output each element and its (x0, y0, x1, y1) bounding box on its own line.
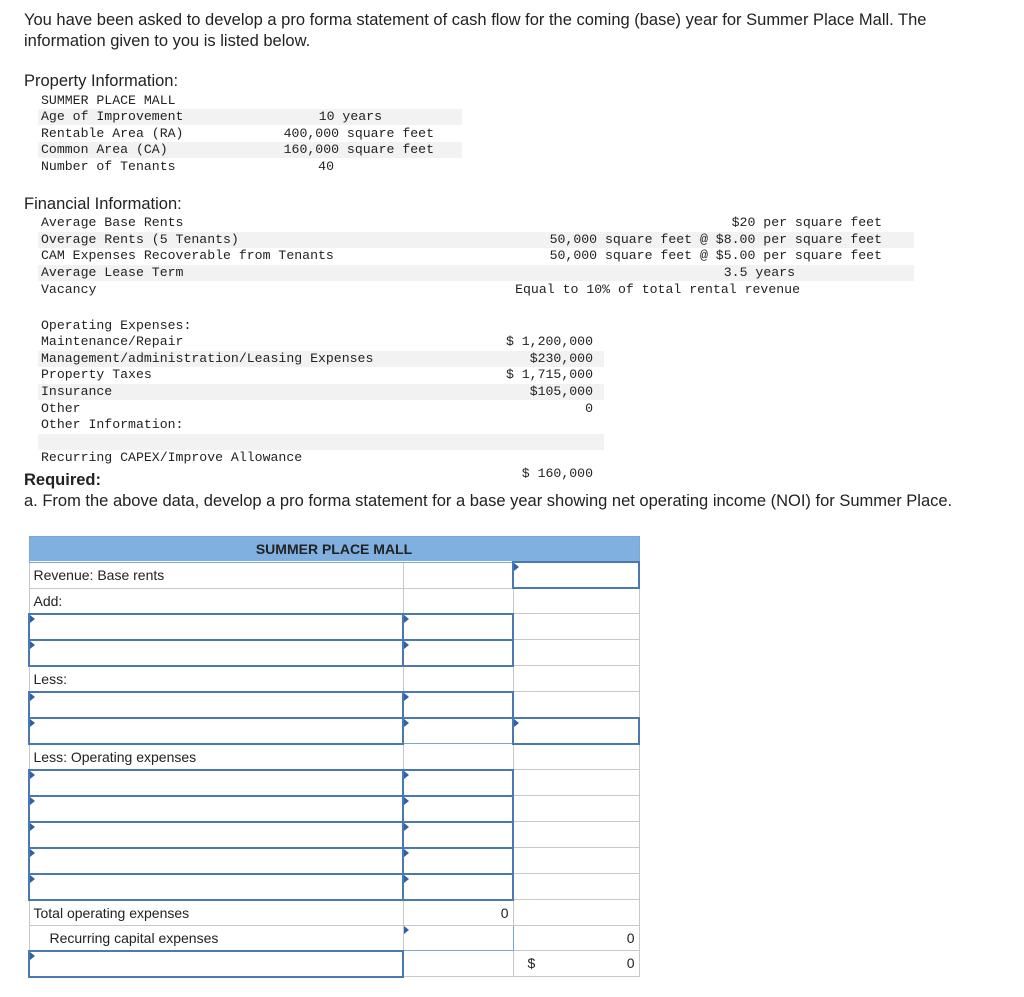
financial-label: Vacancy (41, 281, 97, 297)
empty-cell (513, 822, 639, 848)
capex-row (38, 434, 604, 481)
empty-cell (513, 874, 639, 900)
property-heading: Property Information: (24, 72, 179, 90)
operating-row (38, 367, 604, 383)
operating-label: Property Taxes (41, 367, 152, 383)
required-section (24, 470, 952, 512)
financial-value: $20 per square feet (731, 215, 882, 230)
add-item-1-value-input[interactable] (403, 614, 513, 640)
add-item-2-value-input[interactable] (403, 640, 513, 666)
table-row (29, 614, 639, 640)
empty-cell (403, 666, 513, 692)
opex-1-label-input[interactable] (29, 770, 403, 796)
less-item-1-label-input[interactable] (29, 692, 403, 718)
empty-cell (513, 692, 639, 718)
operating-row (38, 401, 604, 417)
property-row (38, 159, 462, 175)
property-row (38, 126, 462, 142)
table-row (29, 822, 639, 848)
operating-value: $ 1,200,000 (505, 334, 593, 349)
table-row (29, 744, 639, 770)
less-label: Less: (29, 666, 403, 692)
table-row (29, 951, 639, 977)
financial-label: Overage Rents (5 Tenants) (41, 231, 239, 247)
noi-value-cell (513, 951, 639, 977)
less-item-2-label-input[interactable] (29, 718, 403, 744)
operating-value: $ 1,715,000 (505, 367, 593, 383)
opex-label: Less: Operating expenses (29, 744, 403, 770)
add-item-1-label-input[interactable] (29, 614, 403, 640)
financial-label: Average Lease Term (41, 265, 184, 281)
operating-row (38, 351, 604, 367)
table-row (29, 640, 639, 666)
other-info-heading: Other Information: (41, 417, 184, 432)
property-value: 10 years (318, 109, 382, 124)
opex-5-label-input[interactable] (29, 874, 403, 900)
revenue-input[interactable] (513, 562, 639, 588)
intro-text: You have been asked to develop a pro forma statement of cash flow for the coming (base) year for Summer Place Mall. The information given to you is listed below. (24, 11, 927, 50)
effective-gross-income-input[interactable] (513, 718, 639, 744)
required-label: Required: (24, 471, 102, 489)
noi-value: 0 (626, 955, 635, 971)
financial-row (38, 215, 914, 231)
noi-label-input[interactable] (29, 951, 403, 977)
table-row (29, 796, 639, 822)
dollar-sign: $ (527, 955, 536, 971)
empty-cell (513, 614, 639, 640)
property-value: 160,000 square feet (283, 142, 434, 158)
property-label: Rentable Area (RA) (41, 125, 184, 141)
total-opex-value: 0 (403, 900, 513, 926)
empty-cell (403, 744, 513, 770)
table-row (29, 874, 639, 900)
table-row (29, 900, 639, 926)
financial-value: 50,000 square feet @ $5.00 per square feet (549, 248, 882, 264)
empty-cell (513, 848, 639, 874)
add-label: Add: (29, 588, 403, 614)
table-row (29, 588, 639, 614)
required-text: a. From the above data, develop a pro forma statement for a base year showing net operating income (NOI) for Summer Place. (24, 492, 953, 510)
table-row (29, 848, 639, 874)
operating-row (38, 334, 604, 350)
property-label: Common Area (CA) (41, 142, 168, 158)
operating-value: $105,000 (529, 384, 593, 400)
empty-cell (513, 900, 639, 926)
property-value: 40 (318, 159, 334, 175)
table-row (29, 718, 639, 744)
opex-3-value-input[interactable] (403, 822, 513, 848)
operating-label: Insurance (41, 384, 113, 400)
opex-2-value-input[interactable] (403, 796, 513, 822)
operating-value: 0 (585, 400, 593, 416)
less-item-1-value-input[interactable] (403, 692, 513, 718)
revenue-mid-cell (403, 562, 513, 588)
financial-value: 3.5 years (723, 265, 795, 281)
opex-2-label-input[interactable] (29, 796, 403, 822)
financial-row (38, 248, 914, 264)
financial-label: Average Base Rents (41, 215, 184, 230)
table-row (29, 692, 639, 718)
empty-cell (403, 588, 513, 614)
opex-3-label-input[interactable] (29, 822, 403, 848)
opex-5-value-input[interactable] (403, 874, 513, 900)
empty-cell (513, 640, 639, 666)
table-row (29, 666, 639, 692)
opex-4-label-input[interactable] (29, 848, 403, 874)
total-opex-label: Total operating expenses (29, 900, 403, 926)
recurring-capex-label: Recurring capital expenses (29, 925, 403, 951)
operating-row (38, 384, 604, 400)
financial-row (38, 282, 914, 298)
operating-label: Maintenance/Repair (41, 334, 184, 349)
empty-cell (513, 666, 639, 692)
empty-cell (513, 796, 639, 822)
table-row (29, 770, 639, 796)
financial-heading: Financial Information: (24, 195, 182, 213)
revenue-label: Revenue: Base rents (29, 562, 403, 588)
less-item-2-value-input[interactable] (403, 718, 513, 744)
add-item-2-label-input[interactable] (29, 640, 403, 666)
property-name: SUMMER PLACE MALL (41, 93, 176, 108)
capex-label: Recurring CAPEX/Improve Allowance (41, 450, 303, 465)
financial-value: Equal to 10% of total rental revenue (515, 281, 800, 297)
table-row (29, 562, 639, 588)
empty-cell (513, 744, 639, 770)
statement-title: SUMMER PLACE MALL (29, 537, 639, 563)
recurring-capex-input[interactable] (403, 925, 513, 951)
operating-label: Management/administration/Leasing Expenses (41, 350, 374, 366)
financial-row (38, 265, 914, 281)
property-row (38, 142, 462, 158)
empty-cell (513, 588, 639, 614)
financial-value: 50,000 square feet @ $8.00 per square feet (549, 231, 882, 247)
financial-label: CAM Expenses Recoverable from Tenants (41, 248, 334, 264)
property-value: 400,000 square feet (283, 125, 434, 141)
property-label: Age of Improvement (41, 109, 184, 124)
property-row (38, 109, 462, 125)
property-label: Number of Tenants (41, 159, 176, 175)
financial-row (38, 232, 914, 248)
operating-label: Other (41, 400, 81, 416)
statement-table (28, 536, 640, 978)
empty-cell (513, 770, 639, 796)
table-row (29, 925, 639, 951)
capex-value: $ 160,000 (521, 466, 593, 481)
empty-cell (403, 951, 513, 977)
recurring-capex-total: 0 (513, 925, 639, 951)
operating-value: $230,000 (529, 350, 593, 366)
opex-1-value-input[interactable] (403, 770, 513, 796)
opex-4-value-input[interactable] (403, 848, 513, 874)
operating-heading: Operating Expenses: (41, 318, 192, 333)
